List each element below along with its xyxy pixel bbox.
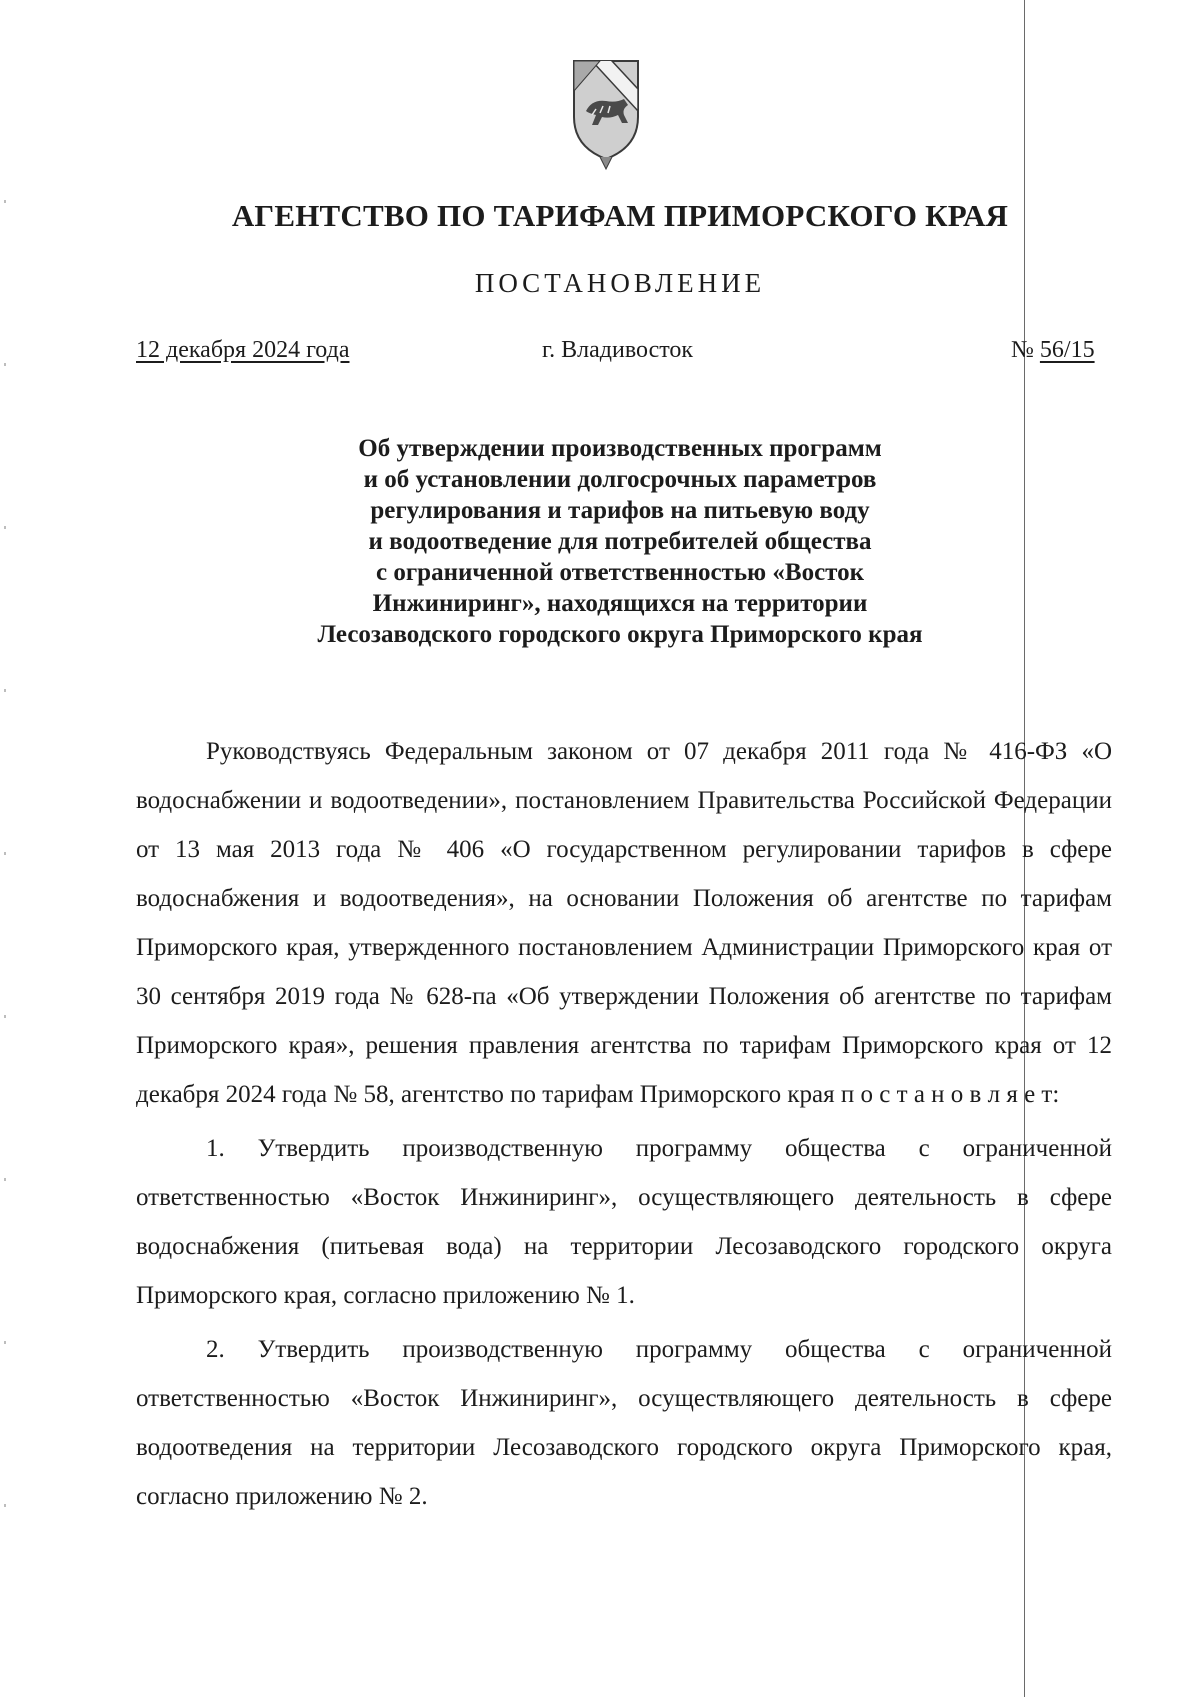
- primorsky-krai-coat-of-arms-icon: [570, 55, 642, 171]
- title-line: регулирования и тарифов на питьевую воду: [370, 497, 870, 524]
- document-body: [136, 727, 1112, 1526]
- title-line: и об установлении долгосрочных параметров: [363, 466, 877, 493]
- title-line: Об утверждении производственных программ: [358, 435, 882, 462]
- agency-name: АГЕНТСТВО ПО ТАРИФАМ ПРИМОРСКОГО КРАЯ: [231, 198, 1009, 233]
- number-prefix: №: [1011, 337, 1034, 363]
- resolves-phrase: п о с т а н о в л я е т:: [840, 1081, 1060, 1108]
- resolution-item-1: 1. Утвердить производственную программу общества с ограниченной ответственностью «Восток Инжиниринг», осуществляющего деятельность в сфере водоснабжения (питьевая вода) на территории Лесозаводского городского округа Приморского края, согласно приложению № 1.: [136, 1135, 1112, 1309]
- preamble-paragraph: [136, 727, 1112, 1119]
- title-line: Инжиниринг», находящихся на территории: [372, 590, 868, 617]
- document-title: [250, 433, 990, 650]
- title-line: Лесозаводского городского округа Приморского края: [317, 621, 923, 648]
- document-type: ПОСТАНОВЛЕНИЕ: [474, 268, 766, 298]
- number-value: 56/15: [1039, 337, 1095, 363]
- preamble-text: Руководствуясь Федеральным законом от 07 декабря 2011 года № 416-ФЗ «О водоснабжении и водоотведении», постановлением Правительства Российской Федерации от 13 мая 2013 года № 406 «О государственном регулировании тарифов в сфере водоснабжения и водоотведения», на основании Положения об агентстве по тарифам Приморского края, утвержденного постановлением Администрации Приморского края от 30 сентября 2019 года № 628-па «Об утверждении Положения об агентстве по тарифам Приморского края», решения правления агентства по тарифам Приморского края от 12 декабря 2024 года № 58, агентство по тарифам Приморского края: [136, 738, 1112, 1108]
- document-date: 12 декабря 2024 года: [136, 337, 350, 363]
- document-number: [1011, 337, 1095, 364]
- title-line: с ограниченной ответственностью «Восток: [375, 559, 865, 586]
- document-city: г. Владивосток: [542, 337, 694, 363]
- resolution-item-2: 2. Утвердить производственную программу общества с ограниченной ответственностью «Восток Инжиниринг», осуществляющего деятельность в сфере водоотведения на территории Лесозаводского городского округа Приморского края, согласно приложению № 2.: [136, 1336, 1112, 1510]
- title-line: и водоотведение для потребителей общества: [368, 528, 872, 555]
